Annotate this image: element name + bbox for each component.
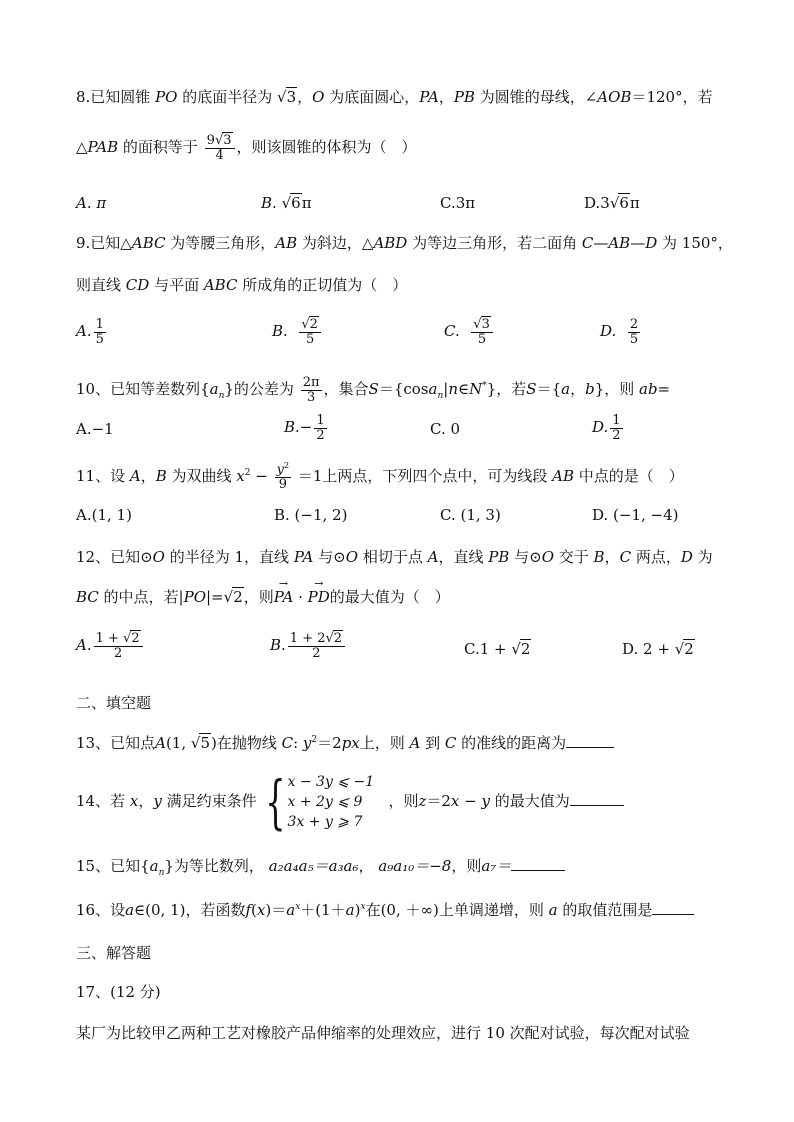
text: D — [680, 548, 693, 566]
superscript: x — [360, 902, 366, 912]
text: 为斜边，△ — [297, 234, 374, 252]
section-fill-in-heading: 二、填空题 — [76, 694, 152, 712]
q13-line: 13、已知点A(1, √5)在抛物线 C: $y^2=2px$上，则 A 到 C 的准线的距离为 — [76, 735, 614, 751]
text: 与⊙ — [509, 548, 542, 566]
text: ＝{ — [536, 380, 562, 399]
denominator: 5 — [629, 331, 639, 347]
text: 交于 — [554, 548, 594, 566]
text: ， — [570, 380, 586, 399]
radicand: 6 — [291, 194, 301, 212]
label: B. — [261, 194, 277, 212]
radicand: 2 — [520, 640, 531, 658]
text: 8.已知圆锥 — [76, 88, 156, 106]
text: − — [459, 792, 482, 810]
label: D. — [592, 418, 609, 437]
text: ∈(0, 1)，若函数 — [134, 901, 246, 919]
q17-head: 17、(12 分) — [76, 983, 161, 1001]
radicand: 2 — [233, 588, 243, 606]
text: ABD — [373, 234, 408, 252]
label: C.1 + — [464, 640, 512, 658]
text: a₉a₁₀＝−8 — [378, 857, 452, 875]
text: 与平面 — [149, 276, 204, 294]
text: 10、已知等差数列{ — [76, 380, 210, 399]
text: PAB — [87, 138, 119, 157]
constraint-row: x − 3y ⩽ −1 — [287, 774, 375, 790]
text: a₇＝ — [481, 857, 512, 875]
q9-line1 — [76, 236, 733, 251]
q8-option-a[interactable] — [76, 194, 106, 212]
text: }，若 — [486, 380, 527, 399]
text: y — [153, 792, 162, 810]
text: PO — [155, 88, 178, 106]
text: PA — [419, 88, 439, 106]
q15-line — [76, 858, 565, 878]
text: PB — [488, 548, 510, 566]
vector-pd: → PD — [308, 590, 330, 605]
q11-option-c[interactable] — [440, 506, 501, 524]
denominator: 2 — [316, 427, 325, 443]
label: A. — [76, 636, 92, 655]
text: ABC — [203, 276, 238, 294]
text: 13、已知点 — [76, 734, 156, 752]
text: a — [561, 380, 571, 399]
subscript: n — [437, 391, 444, 402]
text: ， — [358, 857, 374, 875]
q11-option-b[interactable] — [274, 506, 347, 524]
answer-blank[interactable] — [566, 735, 614, 748]
superscript: 2 — [311, 735, 318, 745]
q12-option-a[interactable]: A. $\frac{1 + √2}{2}$ — [76, 632, 145, 660]
text: · — [293, 588, 308, 606]
text: )在抛物线 — [210, 734, 282, 752]
text: O — [345, 548, 359, 566]
radicand: 2 — [309, 317, 318, 332]
text: ABC — [131, 234, 166, 252]
q17-body: 某厂为比较甲乙两种工艺对橡胶产品伸缩率的处理效应，进行 10 次配对试验，每次配对试验 — [76, 1024, 690, 1042]
text: △ — [76, 138, 88, 157]
text: C — [281, 734, 294, 752]
text: a — [125, 901, 135, 919]
radicand: 3 — [223, 133, 232, 148]
text: y — [302, 734, 312, 752]
text: }为等比数列， — [164, 857, 264, 875]
text: (1, — [165, 734, 191, 752]
text: a₂a₄a₅＝a₃a₆ — [268, 857, 359, 875]
numerator: 1 — [612, 413, 621, 428]
text: 12、已知⊙ — [76, 548, 153, 566]
q11-option-d[interactable] — [592, 506, 679, 524]
vector-pa: → PA — [274, 590, 294, 605]
value: D. (−1, −4) — [592, 506, 679, 524]
text: 的最大值为（ ） — [329, 588, 450, 606]
answer-blank[interactable] — [570, 793, 624, 806]
q10-option-b[interactable] — [284, 414, 329, 442]
q10-option-a[interactable] — [76, 420, 114, 438]
text: ， — [138, 792, 154, 810]
value: π — [629, 194, 640, 212]
q12-option-b[interactable]: B. $\frac{1 + 2√2}{2}$ — [270, 632, 347, 660]
text: ， — [604, 548, 620, 566]
value: C. 0 — [430, 420, 461, 438]
text: 的底面半径为 — [177, 88, 278, 106]
radicand: 2 — [684, 640, 694, 658]
text: 与⊙ — [313, 548, 346, 566]
text: ＋(1＋ — [300, 901, 346, 919]
text: }的公差为 — [224, 380, 299, 399]
constraint-system: { x − 3y ⩽ −1 x + 2y ⩽ 9 3x + y ⩾ 7 — [264, 768, 375, 836]
text: ∈ — [458, 380, 470, 399]
text: a — [209, 380, 219, 399]
text: x — [129, 792, 139, 810]
text: 中点的是（ ） — [574, 466, 684, 485]
text: 为等腰三角形， — [165, 234, 276, 252]
q8-option-d[interactable]: D.3√6π — [584, 194, 640, 212]
text: 为 — [692, 548, 713, 566]
q8-option-c[interactable] — [440, 194, 475, 212]
text: 两点， — [631, 548, 681, 566]
text: 到 — [420, 734, 445, 752]
denominator: 2 — [312, 645, 321, 661]
text: 的中点，若| — [98, 588, 184, 606]
text: ＝120°，若 — [631, 88, 713, 106]
text: 14、若 — [76, 792, 130, 810]
q16-line — [76, 902, 694, 918]
radicand: 3 — [481, 317, 490, 332]
text: | — [443, 380, 449, 399]
q11-line1 — [76, 462, 684, 492]
text: ，则 — [388, 792, 419, 810]
text: 15、已知{ — [76, 857, 150, 875]
numerator: 9 — [206, 133, 215, 148]
text: ＝2 — [317, 734, 342, 752]
text: ， — [297, 88, 313, 106]
q9-option-d[interactable] — [600, 318, 642, 346]
superscript: x — [295, 902, 301, 912]
label: D. — [600, 322, 617, 341]
text: 为 150°， — [657, 234, 733, 252]
text: 相切于点 — [358, 548, 428, 566]
denominator: 2 — [113, 645, 123, 661]
numerator: 1 + — [95, 631, 124, 646]
section-solutions-heading: 三、解答题 — [76, 944, 152, 962]
text: ( — [251, 901, 257, 919]
text: AB — [552, 466, 575, 485]
q10-option-d[interactable] — [592, 414, 625, 442]
text: 为圆锥的母线，∠ — [474, 88, 598, 106]
text: PA — [293, 548, 314, 566]
text: A — [427, 548, 439, 566]
q9-option-a[interactable] — [76, 318, 108, 346]
text: ＝{cos — [378, 380, 429, 399]
value: π — [96, 194, 107, 212]
text: ，则 — [451, 857, 482, 875]
answer-blank[interactable] — [511, 858, 565, 871]
text: ＝2 — [426, 792, 451, 810]
q9-line2 — [76, 278, 407, 293]
text: PO — [183, 588, 206, 606]
text: 上，则 — [359, 734, 410, 752]
text: AOB — [597, 88, 632, 106]
text: 11、设 — [76, 466, 130, 485]
q12-line1 — [76, 550, 713, 565]
text: S — [526, 380, 537, 399]
text: 则直线 — [76, 276, 126, 294]
text: x — [256, 901, 266, 919]
label: B.− — [284, 418, 313, 437]
text: 16、设 — [76, 901, 126, 919]
text: ) — [354, 901, 361, 919]
label: B. — [272, 322, 288, 341]
q12-option-d[interactable]: D. 2 + √2 — [622, 640, 694, 658]
text: ，则 — [243, 588, 274, 606]
text: 的面积等于 — [118, 138, 203, 157]
text: x — [450, 792, 460, 810]
text: C — [444, 734, 457, 752]
text: 的取值范围是 — [557, 901, 653, 919]
text: x — [236, 466, 245, 485]
fraction: $\frac{9√3}{4}$ — [205, 134, 235, 162]
q8-line1 — [76, 90, 713, 105]
constraint-row: x + 2y ⩽ 9 — [287, 794, 363, 810]
text: ，则该圆锥的体积为（ ） — [236, 138, 417, 157]
q10-option-c[interactable] — [430, 420, 460, 438]
q12-line2: BC 的中点，若|PO|=√2，则→ PA · → PD的最大值为（ ） — [76, 590, 450, 605]
q8-line2 — [76, 134, 417, 162]
text: ， — [438, 88, 454, 106]
q9-option-c[interactable]: C. $\frac{√3}{5}$ — [444, 318, 495, 346]
text: O — [312, 88, 325, 106]
text: |= — [206, 588, 224, 606]
q9-option-b[interactable]: B. $\frac{√2}{5}$ — [272, 318, 323, 346]
text: B — [155, 466, 167, 485]
value: C. (1, 3) — [440, 506, 501, 524]
denominator: 2 — [612, 427, 621, 443]
text: C — [619, 548, 632, 566]
text: 的半径为 1，直线 — [164, 548, 294, 566]
subscript: n — [218, 391, 225, 402]
superscript: 2 — [283, 461, 290, 470]
text: N — [469, 380, 483, 399]
text: z — [418, 792, 427, 810]
numerator: 1 — [95, 317, 104, 332]
text: AB — [275, 234, 298, 252]
superscript: * — [482, 381, 487, 392]
q14-line — [76, 768, 624, 836]
q10-line1 — [76, 376, 670, 404]
text: 9.已知△ — [76, 234, 132, 252]
text: ， — [140, 466, 156, 485]
text: a — [286, 901, 296, 919]
value: A.−1 — [76, 420, 114, 438]
denominator: 5 — [305, 331, 315, 347]
text: a — [428, 380, 438, 399]
text: 在(0, ＋∞)上单调递增，则 — [365, 901, 549, 919]
text: )＝ — [265, 901, 287, 919]
radicand: 5 — [200, 734, 210, 752]
text: f — [245, 901, 252, 919]
text: BC — [76, 588, 99, 606]
numerator: 1 — [316, 413, 325, 428]
text: ，直线 — [438, 548, 489, 566]
text: 满足约束条件 — [161, 792, 257, 810]
label: D. 2 + — [622, 640, 675, 658]
text: A — [409, 734, 421, 752]
text: − — [250, 466, 273, 485]
text: PB — [453, 88, 475, 106]
text: n — [448, 380, 458, 399]
radicand: 2 — [333, 631, 343, 646]
value: π — [301, 194, 312, 212]
text: a — [149, 857, 159, 875]
text: S — [368, 380, 379, 399]
value: C.3π — [440, 194, 476, 212]
denominator: 5 — [477, 331, 487, 347]
q8-option-b[interactable]: B. √6π — [261, 194, 312, 212]
superscript: 2 — [244, 467, 251, 478]
text: 的最大值为 — [489, 792, 570, 810]
denominator: 9 — [278, 476, 287, 492]
text: CD — [125, 276, 150, 294]
text: ，集合 — [323, 380, 369, 399]
text: a — [345, 901, 355, 919]
text: A — [129, 466, 141, 485]
denominator: 3 — [306, 389, 316, 405]
text: O — [152, 548, 165, 566]
text: O — [541, 548, 554, 566]
denominator: 4 — [215, 147, 224, 163]
label: C. — [444, 322, 460, 341]
value: A.(1, 1) — [76, 506, 132, 524]
text: = — [657, 380, 671, 399]
q12-option-c[interactable]: C.1 + √2 — [464, 640, 531, 658]
text: 为等边三角形，若二面角 — [407, 234, 582, 252]
text: ab — [639, 380, 658, 399]
text: ＝1上两点，下列四个点中，可为线段 — [293, 466, 553, 485]
numerator: y — [276, 462, 284, 478]
text: C—AB—D — [581, 234, 658, 252]
label: A. — [76, 194, 92, 212]
text: 为双曲线 — [166, 466, 237, 485]
subscript: n — [158, 868, 165, 878]
text: 所成角的正切值为（ ） — [237, 276, 408, 294]
radicand: 3 — [286, 88, 297, 106]
value: B. (−1, 2) — [274, 506, 348, 524]
label: A. — [76, 322, 92, 341]
text: }，则 — [594, 380, 639, 399]
numerator: 2π — [302, 375, 320, 390]
answer-blank[interactable] — [652, 902, 694, 915]
denominator: 5 — [95, 331, 104, 347]
text: b — [585, 380, 595, 399]
text: a — [548, 901, 558, 919]
text: B — [593, 548, 605, 566]
numerator: 2 — [629, 317, 639, 332]
constraint-row: 3x + y ⩾ 7 — [287, 814, 363, 830]
radicand: 2 — [131, 631, 140, 646]
radicand: 6 — [619, 194, 629, 212]
label: B. — [270, 636, 286, 655]
numerator: 1 + 2 — [289, 631, 326, 646]
q11-option-a[interactable] — [76, 506, 132, 524]
label: D.3 — [584, 194, 610, 212]
text: 为底面圆心， — [324, 88, 420, 106]
text: : — [293, 734, 303, 752]
text: 的准线的距离为 — [456, 734, 567, 752]
text: A — [155, 734, 166, 752]
sqrt: √3 — [277, 88, 297, 106]
text: y — [481, 792, 490, 810]
text: px — [341, 734, 360, 752]
